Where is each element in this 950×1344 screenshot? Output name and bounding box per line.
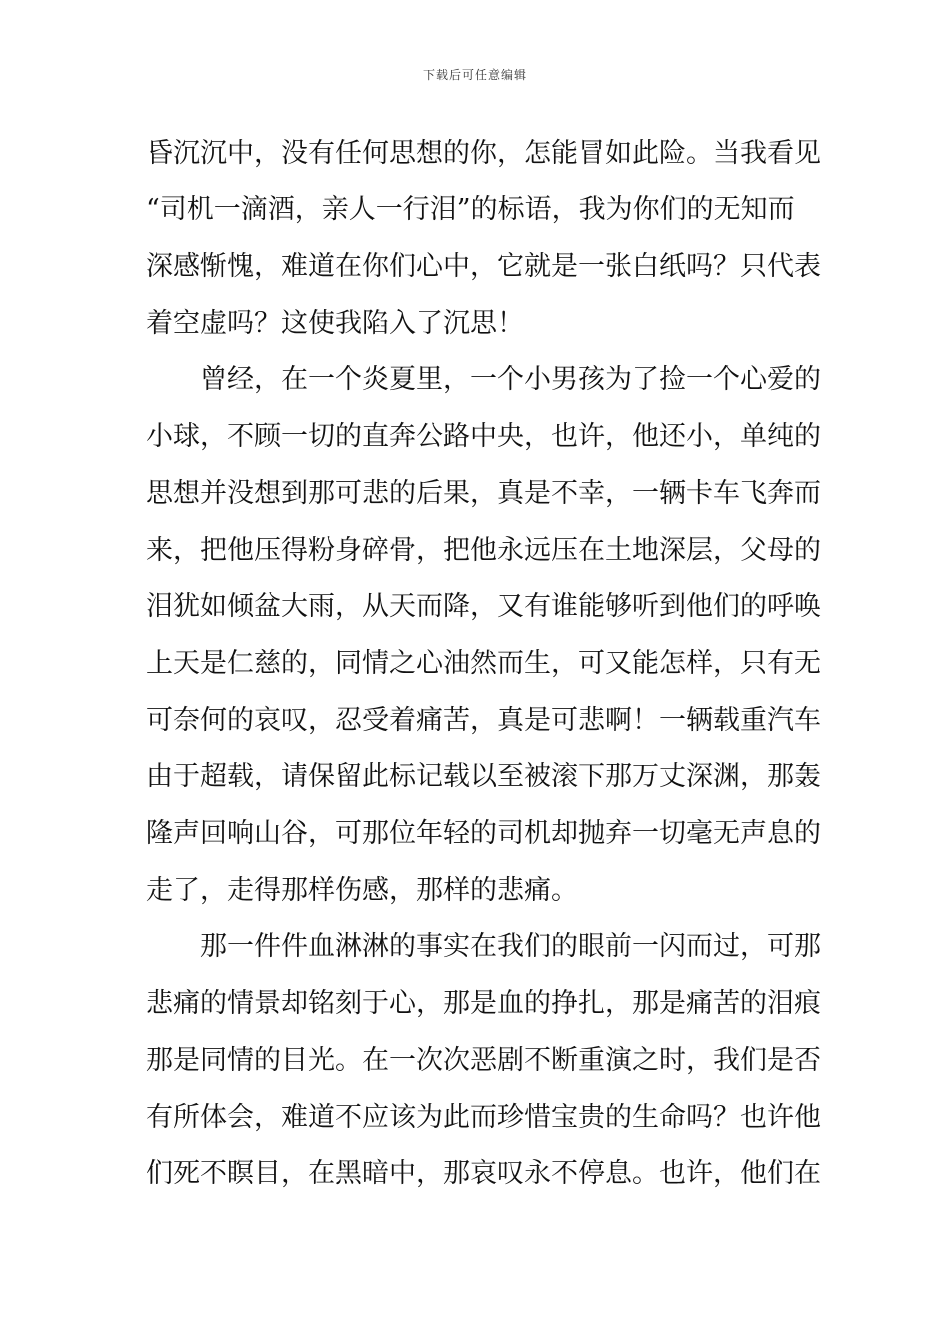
text-line-6: 小球，不顾一切的直奔公路中央，也许，他还小，单纯的 (146, 421, 821, 452)
text-line-11: 可奈何的哀叹，忍受着痛苦，真是可悲啊！一辆载重汽车 (146, 705, 821, 736)
text-line-18: 有所体会，难道不应该为此而珍惜宝贵的生命吗？也许他 (146, 1102, 821, 1133)
text-line-10: 上天是仁慈的，同情之心油然而生，可又能怎样，只有无 (146, 648, 821, 679)
text-line-2: “司机一滴酒，亲人一行泪”的标语，我为你们的无知而 (146, 194, 795, 225)
text-line-16: 悲痛的情景却铭刻于心，那是血的挣扎，那是痛苦的泪痕 (146, 988, 821, 1019)
text-line-19: 们死不瞑目，在黑暗中，那哀叹永不停息。也许，他们在 (146, 1158, 821, 1189)
text-line-15: 那一件件血淋淋的事实在我们的眼前一闪而过，可那 (200, 931, 821, 962)
text-line-17: 那是同情的目光。在一次次恶剧不断重演之时，我们是否 (146, 1045, 821, 1076)
text-line-7: 思想并没想到那可悲的后果，真是不幸，一辆卡车飞奔而 (146, 478, 821, 509)
text-line-13: 隆声回响山谷，可那位年轻的司机却抛弃一切毫无声息的 (146, 818, 821, 849)
text-line-4: 着空虚吗？这使我陷入了沉思！ (146, 308, 524, 339)
text-line-9: 泪犹如倾盆大雨，从天而降，又有谁能够听到他们的呼唤 (146, 591, 821, 622)
text-line-14: 走了，走得那样伤感，那样的悲痛。 (146, 875, 578, 906)
text-line-5: 曾经，在一个炎夏里，一个小男孩为了捡一个心爱的 (200, 364, 821, 395)
text-line-12: 由于超载，请保留此标记载以至被滚下那万丈深渊，那轰 (146, 761, 821, 792)
text-line-8: 来，把他压得粉身碎骨，把他永远压在土地深层，父母的 (146, 535, 821, 566)
page-header: 下载后可任意编辑 (422, 68, 527, 82)
text-line-3: 深感惭愧，难道在你们心中，它就是一张白纸吗？只代表 (146, 251, 821, 282)
text-line-1: 昏沉沉中，没有任何思想的你，怎能冒如此险。当我看见 (146, 138, 821, 169)
